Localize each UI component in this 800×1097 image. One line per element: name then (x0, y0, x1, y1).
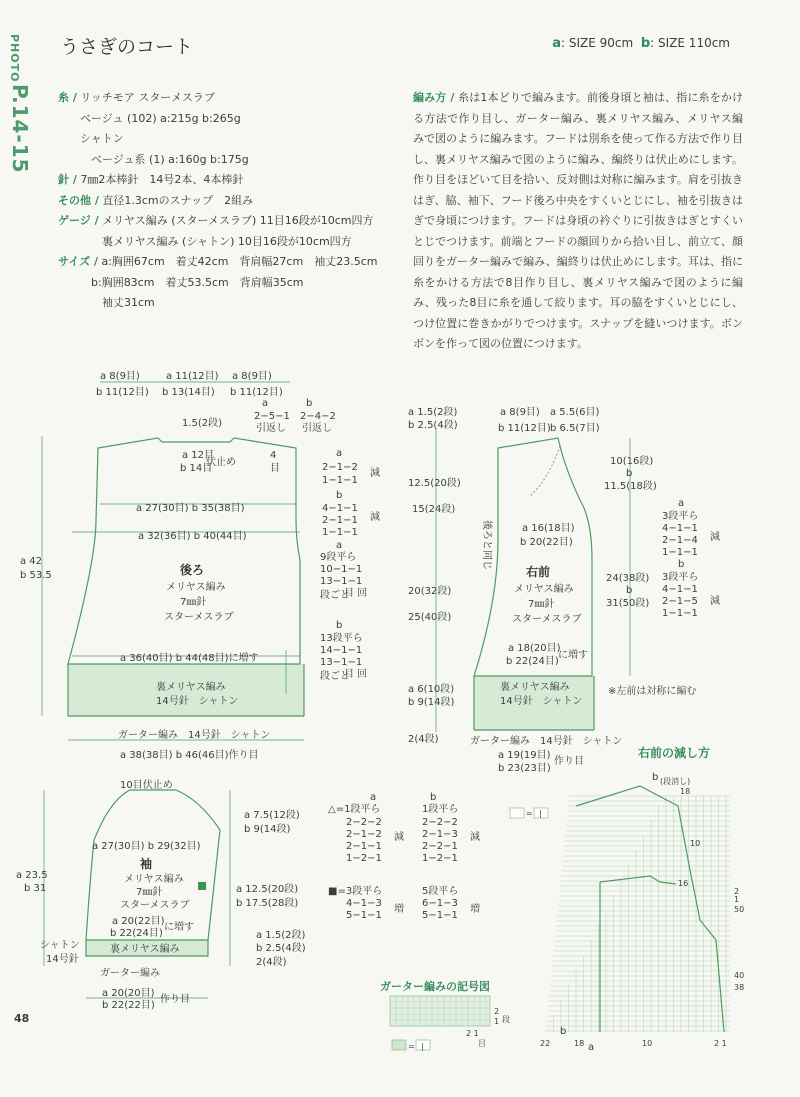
legend-tri-3: 2−1−1 (346, 841, 382, 852)
front-back-same: 後ろと同じ (481, 520, 492, 570)
dec-n18b: 18 (574, 1039, 585, 1048)
legend-tri-1: 2−2−2 (346, 817, 382, 828)
garter-cols-lab: 目 (478, 1039, 486, 1048)
legend-tri-2: 2−1−2 (346, 829, 382, 840)
garter-rows-lab: 段 (502, 1015, 510, 1024)
sleeve-diagram (16, 778, 306, 1011)
back-neck-1: 2−5−1 (254, 411, 290, 422)
back-dec2-2: 2−1−1 (322, 515, 358, 526)
back-top-a3: a 8(9目) (232, 371, 272, 382)
legend-tri: △=1段平ら (328, 804, 381, 815)
front-dec-b3: 2−1−5 (662, 596, 698, 607)
dec-n50: 50 (734, 905, 745, 914)
front-r5: 2(4段) (408, 734, 439, 745)
legend-tri-b3: 2−2−1 (422, 841, 458, 852)
sleeve-bo: 10目伏止め (120, 780, 173, 791)
back-cast: a 38(38目) b 46(46目)作り目 (120, 750, 259, 761)
sleeve-needle: 7㎜針 (136, 887, 163, 898)
garter-chart (390, 996, 510, 1051)
front-stitch: メリヤス編み (514, 584, 574, 595)
back-side-b2: 14−1−1 (320, 645, 363, 656)
sleeve-castb: b 22(22目) (102, 1000, 155, 1011)
back-needle: 7㎜針 (180, 597, 207, 608)
back-piece-name: 後ろ (180, 563, 205, 577)
front-dec-a-label: 減 (710, 532, 720, 543)
legend-sq: ■=3段平ら (328, 886, 383, 897)
sleeve-r1: a 7.5(12段) (244, 810, 300, 821)
page-title: うさぎのコート (60, 36, 194, 58)
sleeve-incb: b 22(24目) (110, 928, 163, 939)
dec-n21: 2 1 (714, 1039, 727, 1048)
front-r3b: 25(40段) (408, 612, 452, 623)
back-side-a5: 段ごと (320, 590, 350, 601)
sleeve-stitch: メリヤス編み (124, 874, 184, 885)
garter-rows2: 1 (494, 1017, 500, 1026)
sleeve-r2b: b 17.5(28段) (236, 898, 299, 909)
legend-dec-b: 減 (470, 832, 480, 843)
front-right-1b: b (626, 468, 633, 479)
front-r1: a 1.5(2段) (408, 407, 458, 418)
front-yarn: スターメスラブ (512, 614, 582, 625)
back-four: 4 (270, 450, 277, 461)
legend-inc-b: 増 (470, 904, 480, 915)
front-dec-b4: 1−1−1 (662, 608, 698, 619)
dec-key2: | (539, 809, 542, 818)
dec-n2: 2 (734, 887, 740, 896)
sleeve-needle14: 14号針 (46, 954, 79, 965)
back-dec1-1: 2−1−2 (322, 462, 358, 473)
sleeve-marker (198, 882, 206, 890)
back-side-b1: 13段平ら (320, 633, 363, 644)
front-w16b: b 20(22目) (520, 537, 573, 548)
sleeve-piece-name: 袖 (140, 857, 153, 871)
back-neck-3: 2−4−2 (300, 411, 336, 422)
dec-n10b: 10 (642, 1039, 653, 1048)
sleeve-garter: ガーター編み (100, 968, 160, 979)
garter-key: = (408, 1042, 415, 1051)
photo-label: PHOTO (8, 34, 21, 83)
legend-tri-4: 1−2−1 (346, 853, 382, 864)
front-inc: a 18(20目) (508, 643, 561, 654)
decrease-neck-edge (576, 786, 724, 1032)
back-yarn: スターメスラブ (164, 612, 234, 623)
front-castb: b 23(23目) (498, 763, 551, 774)
sleeve-r1b: b 9(14段) (244, 824, 291, 835)
garter-key2: | (421, 1042, 424, 1051)
dec-b: b (652, 772, 659, 783)
back-side-a1: 9段平ら (320, 552, 357, 563)
page-number: 48 (14, 1012, 30, 1025)
decrease-chart-title: 右前の減し方 (638, 746, 711, 760)
legend-tri-b4: 1−2−1 (422, 853, 458, 864)
instructions-text: 糸は1本どりで編みます。前後身頃と袖は、指に糸をかける方法で作り目し、ガーター編み、裏メリヤス編み、メリヤス編みで図のように編みます。フードは別糸を使って作る方法で作り目し、裏メリヤス編みで図のように編み、編終りは伏止めにします。作り目をほどいて目を拾い、反対側は対称に編みます。肩を引抜きはぎ、脇、袖下、フード後ろ中央をすくいとじにし、袖を引抜きはぎで身頃につけます。フードは身頃の衿ぐりに引抜きはぎとすくいとじでつけます。前端とフードの顔回りから拾い目し、前立て、顔回りをガーター編みで編み、編終りは伏止めにします。耳は、指に糸をかける方法で8目作り目し、裏メリヤス編みで図のように編み、残った8目に糸を通して絞ります。耳の脇をすくいとじにし、つけ位置に巻きかがりでつけます。スナップを縫いつけます。ボンボンを作って図の位置につけます。 (413, 91, 743, 350)
back-top-b3: b 11(12目) (230, 387, 283, 398)
garter-cols: 2 1 (466, 1029, 479, 1038)
back-side-b5: 段ごと (320, 671, 350, 682)
legend-tri-b: b (430, 792, 437, 803)
size-a: : SIZE 90cm (561, 36, 634, 50)
back-dec2-b: b (336, 490, 343, 501)
front-right-2: 24(38段) (606, 573, 650, 584)
materials-row: その他 / 直径1.3cmのスナップ 2組み (58, 193, 254, 207)
back-neck-2: 引返し (256, 423, 286, 434)
back-dec1-label: 減 (370, 468, 380, 479)
legend-dec-a: 減 (394, 832, 404, 843)
back-side-b3: 13−1−1 (320, 657, 363, 668)
back-height-a: a 42 (20, 556, 43, 567)
sleeve-height-b: b 31 (24, 883, 47, 894)
sleeve-cast: a 20(20目) (102, 988, 155, 999)
back-side-b4: 目 回 (344, 669, 368, 680)
materials-row: 袖丈31cm (58, 296, 155, 309)
dec-n38: 38 (734, 983, 745, 992)
materials-row: シャトン (58, 132, 124, 145)
dec-b2: b (560, 1026, 567, 1037)
sleeve-r4: 2(4段) (256, 957, 287, 968)
front-t1: a 8(9目) (500, 407, 540, 418)
front-dec-b1: 3段平ら (662, 572, 699, 583)
back-width-32: a 32(36目) b 40(44目) (138, 531, 247, 542)
front-rev2: 14号針 シャトン (500, 696, 583, 707)
legend-tri-b2: 2−1−3 (422, 829, 458, 840)
front-garter: ガーター編み 14号針 シャトン (470, 736, 623, 747)
legend-tri-b0: 1段平ら (422, 804, 459, 815)
garter-rows: 2 (494, 1007, 500, 1016)
front-rev: 裏メリヤス編み (500, 682, 570, 693)
front-needle: 7㎜針 (528, 599, 555, 610)
back-inc: a 36(40目) b 44(48目)に増す (120, 653, 259, 664)
materials-row: 裏メリヤス編み (シャトン) 10目16段が10cm四方 (58, 234, 352, 248)
dec-n1: 1 (734, 895, 740, 904)
back-side-a3: 13−1−1 (320, 576, 363, 587)
front-t1b: b 11(12目) (498, 423, 551, 434)
front-r3: 20(32段) (408, 586, 452, 597)
dec-n16: 16 (678, 879, 689, 888)
front-right-1: 10(16段) (610, 456, 654, 467)
dec-a: a (588, 1042, 595, 1053)
size-a-label: a (552, 36, 562, 51)
front-incb: b 22(24目) (506, 656, 559, 667)
page-reference: P.14-15 (8, 84, 32, 175)
front-dec-a: a (678, 498, 685, 509)
legend-sq-b0: 5段平ら (422, 886, 459, 897)
back-rev2: 14号針 シャトン (156, 696, 239, 707)
back-diagram (20, 370, 380, 761)
back-neck-4: 引返し (302, 423, 332, 434)
back-top-b2: b 13(14目) (162, 387, 215, 398)
back-side-a4: 目 回 (344, 588, 368, 599)
sleeve-height-a: a 23.5 (16, 870, 48, 881)
legend-sq-b2: 5−1−1 (422, 910, 458, 921)
back-top-a: a 8(9目) (100, 371, 140, 382)
materials-row: 針 / 7㎜2本棒針 14号2本、4本棒針 (58, 173, 244, 186)
front-r4: a 6(10段) (408, 684, 455, 695)
materials-row: ベージュ (102) a:215g b:265g (58, 111, 241, 125)
back-bo-a: a 12目 (182, 450, 215, 461)
front-cast-lab: 作り目 (554, 756, 584, 767)
back-dec1-2: 1−1−1 (322, 475, 358, 486)
legend-sq-2: 5−1−1 (346, 910, 382, 921)
back-dec2-label: 減 (370, 512, 380, 523)
back-side-a2: 10−1−1 (320, 564, 363, 575)
legend-inc-a: 増 (394, 904, 404, 915)
materials-row: ゲージ / メリヤス編み (スターメスラブ) 11目16段が10cm四方 (58, 214, 374, 227)
sleeve-width: a 27(30目) b 29(32目) (92, 841, 201, 852)
front-piece-name: 右前 (526, 565, 551, 579)
sleeve-cast-lab: 作り目 (160, 994, 190, 1005)
front-t2: a 5.5(6目) (550, 407, 600, 418)
front-cast: a 19(19目) (498, 750, 551, 761)
back-height-b: b 53.5 (20, 570, 52, 581)
back-dec2-3: 1−1−1 (322, 527, 358, 538)
back-side-a: a (336, 540, 343, 551)
back-four-m: 目 (270, 463, 280, 474)
legend-sq-b1: 6−1−3 (422, 898, 458, 909)
front-r2b: 15(24段) (412, 504, 456, 515)
back-bo-b: b 14目 (180, 463, 213, 474)
back-top-b: b 11(12目) (96, 387, 149, 398)
front-r2: 12.5(20段) (408, 478, 461, 489)
back-garter: ガーター編み 14号針 シャトン (118, 730, 271, 741)
instructions-key: 編み方 / (413, 91, 455, 104)
front-dec-a2: 4−1−1 (662, 523, 698, 534)
sleeve-inc: a 20(22目) (112, 916, 165, 927)
dec-n40: 40 (734, 971, 745, 980)
front-dec-b2: 4−1−1 (662, 584, 698, 595)
dec-n22: 22 (540, 1039, 551, 1048)
front-t2b: b 6.5(7目) (550, 423, 600, 434)
front-dec-a3: 2−1−4 (662, 535, 698, 546)
back-top-a2: a 11(12目) (166, 371, 219, 382)
sleeve-inc-lab: に増す (164, 922, 194, 933)
back-neck-rows: 1.5(2段) (182, 418, 223, 429)
front-r4b: b 9(14段) (408, 697, 455, 708)
materials-row: b:胸囲83cm 着丈53.5cm 背肩幅35cm (58, 275, 304, 289)
front-inc-lab: に増す (558, 650, 588, 661)
legend-tri-b1: 2−2−2 (422, 817, 458, 828)
back-neck-a: a (262, 398, 269, 409)
dec-key: = (526, 809, 533, 818)
dec-n18: 18 (680, 787, 691, 796)
materials-row: ベージュ系 (1) a:160g b:175g (58, 152, 249, 166)
legend-sq-1: 4−1−3 (346, 898, 382, 909)
sleeve-r3b: b 2.5(4段) (256, 943, 306, 954)
front-right-2c: 31(50段) (606, 598, 650, 609)
materials-row: サイズ / a:胸囲67cm 着丈42cm 背肩幅27cm 袖丈23.5cm (58, 255, 378, 268)
front-w16: a 16(18目) (522, 523, 575, 534)
back-dec1-a: a (336, 448, 343, 459)
front-dec-b: b (678, 559, 685, 570)
front-dec-a4: 1−1−1 (662, 547, 698, 558)
shaping-legend (328, 792, 480, 921)
back-neck-b: b (306, 398, 313, 409)
sleeve-r2: a 12.5(20段) (236, 884, 299, 895)
size-b: : SIZE 110cm (650, 36, 730, 50)
front-right-2b: b (626, 585, 633, 596)
back-bo: 伏止め (206, 457, 236, 468)
dec-n10: 10 (690, 839, 701, 848)
garter-chart-title: ガーター編みの記号図 (380, 980, 490, 993)
decrease-chart (510, 772, 744, 1053)
sleeve-rev: 裏メリヤス編み (110, 944, 180, 955)
sleeve-shaton: シャトン (40, 940, 80, 951)
legend-tri-a: a (370, 792, 377, 803)
front-r1b: b 2.5(4段) (408, 420, 458, 431)
dec-b-note: (段消し) (660, 777, 691, 786)
back-width-27: a 27(30目) b 35(38目) (136, 503, 245, 514)
size-b-label: b (640, 36, 651, 51)
garter-grid (390, 996, 490, 1026)
sleeve-yarn: スターメスラブ (120, 900, 190, 911)
sleeve-r3: a 1.5(2段) (256, 930, 306, 941)
back-dec2-1: 4−1−1 (322, 503, 358, 514)
front-dec-a1: 3段平ら (662, 511, 699, 522)
back-stitch: メリヤス編み (166, 582, 226, 593)
materials-row: 糸 / リッチモア スターメスラブ (58, 91, 215, 104)
front-right-1c: 11.5(18段) (604, 481, 657, 492)
front-dec-b-label: 減 (710, 596, 720, 607)
front-note: ※左前は対称に編む (608, 686, 697, 697)
back-rev: 裏メリヤス編み (156, 682, 226, 693)
front-diagram (408, 406, 720, 774)
decrease-front-edge (600, 876, 676, 1032)
back-side-b: b (336, 620, 343, 631)
